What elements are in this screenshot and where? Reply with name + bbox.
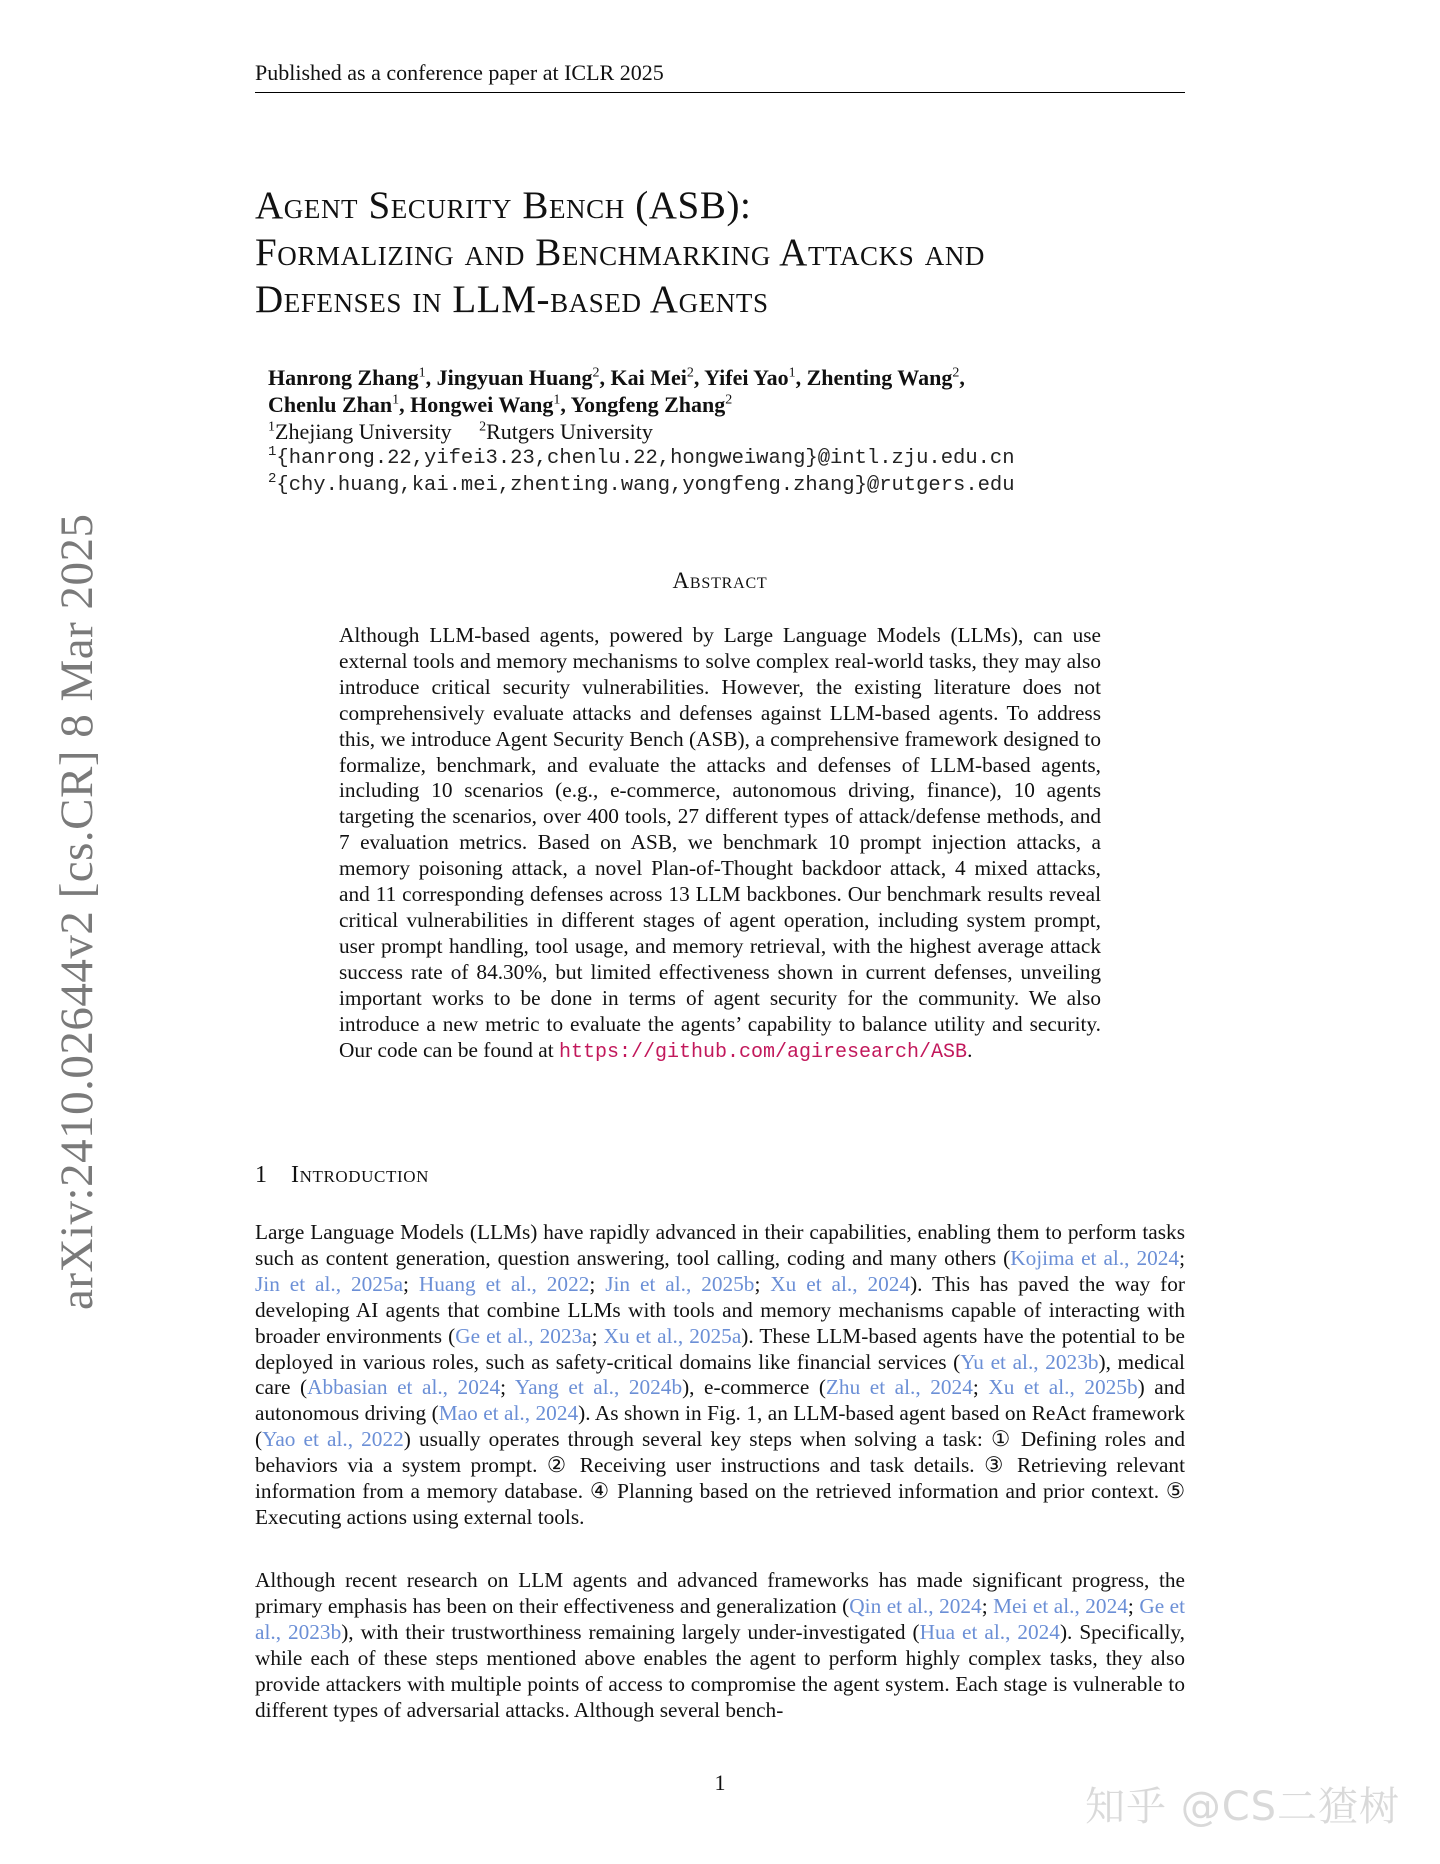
author-line: Hanrong Zhang$^1$, Jingyuan Huang$^2$, Kai Mei$^2$, Yifei Yao$^1$, Zhenting Wang$^2$, xyxy=(268,365,965,390)
citation-link[interactable]: Qin et al., 2024 xyxy=(849,1593,982,1618)
author-affiliation-mark: 1 xyxy=(553,392,561,408)
author-affiliation-mark: 2 xyxy=(725,392,733,408)
intro-paragraph-1 xyxy=(255,1220,1185,1531)
citation-link[interactable]: Mei et al., 2024 xyxy=(993,1593,1128,1618)
abstract-heading: Abstract xyxy=(672,568,768,593)
citation-link[interactable]: Yang et al., 2024b xyxy=(514,1375,683,1400)
paper-title xyxy=(255,182,1235,323)
email-line xyxy=(268,472,1188,499)
running-head: Published as a conference paper at ICLR 2025 xyxy=(255,60,1185,93)
author-name: Zhenting Wang xyxy=(806,365,953,390)
code-link[interactable]: https://github.com/agiresearch/ASB xyxy=(558,1040,968,1064)
intro-paragraph-2 xyxy=(255,1568,1185,1723)
author-name: Chenlu Zhan xyxy=(268,392,393,417)
paragraph-text: ), with their trustworthiness remaining largely under-investigated ( xyxy=(341,1619,920,1644)
author-name: Kai Mei xyxy=(610,365,687,390)
citation-link[interactable]: Jin et al., 2025a xyxy=(255,1271,404,1296)
title-line: Agent Security Bench (ASB): xyxy=(255,184,752,227)
arxiv-stamp: arXiv:2410.02644v2 [cs.CR] 8 Mar 2025 xyxy=(51,513,103,1310)
author-affiliation-mark: 1 xyxy=(392,392,400,408)
author-name: Hongwei Wang xyxy=(410,392,554,417)
citation-link[interactable]: Ge et al., 2023a xyxy=(455,1323,592,1348)
citation-link[interactable]: Huang et al., 2022 xyxy=(418,1271,590,1296)
paragraph-text: Although recent research on LLM agents and advanced frameworks has made significant progress, the primary emphasis has been on their effectiveness and generalization ( xyxy=(255,1568,1185,1618)
affiliation-number: 1 xyxy=(268,419,275,435)
email-address: {chy.huang,kai.mei,zhenting.wang,yongfeng.zhang}@rutgers.edu xyxy=(276,474,1015,497)
author-affiliation-mark: 1 xyxy=(418,365,426,381)
section-heading xyxy=(255,1162,429,1189)
email-affiliation-mark: 2 xyxy=(268,471,277,488)
paragraph-text: ; xyxy=(500,1375,515,1400)
author-affiliation-mark: 1 xyxy=(788,365,796,381)
email-address: {hanrong.22,yifei3.23,chenlu.22,hongweiwang}@intl.zju.edu.cn xyxy=(276,447,1015,470)
abstract-end: . xyxy=(967,1037,973,1062)
paragraph-text: ) and autonomous driving ( xyxy=(255,1375,1185,1426)
title-line: Formalizing and Benchmarking Attacks and xyxy=(255,231,986,274)
author-name: Yongfeng Zhang xyxy=(570,392,726,417)
email-line xyxy=(268,445,1188,472)
paragraph-text: ). Specifically, while each of these steps mentioned above enables the agent to perform highly complex tasks, they also provide attackers with multiple points of access to compromise the agent system. Each stage is vulnerable to different types of adversarial attacks. Although several bench- xyxy=(255,1619,1185,1722)
citation-link[interactable]: Xu et al., 2025a xyxy=(603,1323,742,1348)
title-line: Defenses in LLM-based Agents xyxy=(255,278,769,321)
paragraph-text: ; xyxy=(754,1271,771,1296)
author-affiliation-mark: 2 xyxy=(952,365,960,381)
citation-link[interactable]: Xu et al., 2025b xyxy=(988,1375,1138,1400)
paragraph-text: ; xyxy=(1179,1245,1185,1270)
citation-link[interactable]: Abbasian et al., 2024 xyxy=(307,1375,501,1400)
citation-link[interactable]: Jin et al., 2025b xyxy=(605,1271,755,1296)
citation-link[interactable]: Xu et al., 2024 xyxy=(770,1271,911,1296)
section-title: Introduction xyxy=(291,1162,429,1188)
affiliations xyxy=(268,418,1188,445)
author-line: Chenlu Zhan$^1$, Hongwei Wang$^1$, Yongfeng Zhang$^2$ xyxy=(268,392,733,417)
email-affiliation-mark: 1 xyxy=(268,444,277,461)
paragraph-text: ) usually operates through several key steps when solving a task: ① Defining roles and behaviors via a system prompt. ② Receiving user instructions and task details. ③ Retrieving relevant information from a memory database. ④ Planning based on the retrieved information and prior context. ⑤ Executing actions using external tools. xyxy=(255,1427,1185,1529)
paragraph-text: Large Language Models (LLMs) have rapidly advanced in their capabilities, enabling them to perform tasks such as content generation, question answering, tool calling, coding and many others ( xyxy=(255,1220,1185,1270)
watermark-text: 知乎 @CS二猹树 xyxy=(1085,1784,1401,1830)
author-name: Jingyuan Huang xyxy=(436,365,593,390)
paragraph-text: ; xyxy=(403,1271,419,1296)
paragraph-text: ; xyxy=(589,1271,606,1296)
paragraph-text: ), e-commerce ( xyxy=(682,1375,826,1400)
section-number: 1 xyxy=(255,1162,267,1188)
page-number: 1 xyxy=(714,1770,726,1795)
author-name: Hanrong Zhang xyxy=(268,365,419,390)
paragraph-text: ). These LLM-based agents have the potential to be deployed in various roles, such as safety-critical domains like financial services ( xyxy=(255,1323,1186,1374)
affiliation-number: 2 xyxy=(479,419,487,435)
paragraph-text: ; xyxy=(981,1593,994,1618)
author-affiliation-mark: 2 xyxy=(592,365,600,381)
author-name: Yifei Yao xyxy=(704,365,789,390)
affiliation-name: Rutgers University xyxy=(486,419,653,444)
paragraph-text: ), medical care ( xyxy=(255,1349,1185,1400)
paragraph-text: ). As shown in Fig. 1, an LLM-based agent based on ReAct framework ( xyxy=(255,1401,1186,1452)
citation-link[interactable]: Hua et al., 2024 xyxy=(919,1619,1060,1644)
paragraph-text: ; xyxy=(591,1323,604,1348)
paragraph-text: ; xyxy=(1127,1593,1140,1618)
citation-link[interactable]: Zhu et al., 2024 xyxy=(825,1375,973,1400)
citation-link[interactable]: Yu et al., 2023b xyxy=(960,1349,1099,1374)
author-affiliation-mark: 2 xyxy=(686,365,694,381)
abstract-body-text: Although LLM-based agents, powered by Large Language Models (LLMs), can use external tools and memory mechanisms to solve complex real-world tasks, they may also introduce critical security vulnerabilities. However, the existing literature does not comprehensively evaluate attacks and defenses against LLM-based agents. To address this, we introduce Agent Security Bench (ASB), a comprehensive framework designed to formalize, benchmark, and evaluate the attacks and defenses of LLM-based agents, including 10 scenarios (e.g., e-commerce, autonomous driving, finance), 10 agents targeting the scenarios, over 400 tools, 27 different types of attack/defense methods, and 7 evaluation metrics. Based on ASB, we benchmark 10 prompt injection attacks, a memory poisoning attack, a novel Plan-of-Thought backdoor attack, 4 mixed attacks, and 11 corresponding defenses across 13 LLM backbones. Our benchmark results reveal critical vulnerabilities in different stages of agent operation, including system prompt, user prompt handling, tool usage, and memory retrieval, with the highest average attack success rate of 84.30%, but limited effectiveness shown in current defenses, unveiling important works to be done in terms of agent security for the community. We also introduce a new metric to evaluate the agents’ capability to balance utility and security. Our code can be found at xyxy=(339,623,1101,1062)
affiliation-name: Zhejiang University xyxy=(275,419,452,444)
citation-link[interactable]: Yao et al., 2022 xyxy=(262,1427,404,1452)
citation-link[interactable]: Ge et al., 2023b xyxy=(255,1593,1186,1644)
citation-link[interactable]: Mao et al., 2024 xyxy=(438,1401,579,1426)
citation-link[interactable]: Kojima et al., 2024 xyxy=(1010,1245,1180,1270)
author-block xyxy=(268,364,1188,499)
paragraph-text: ). This has paved the way for developing AI agents that combine LLMs with tools and memory mechanisms capable of interacting with broader environments ( xyxy=(255,1271,1186,1348)
paragraph-text: ; xyxy=(972,1375,989,1400)
abstract-text xyxy=(339,623,1101,1065)
